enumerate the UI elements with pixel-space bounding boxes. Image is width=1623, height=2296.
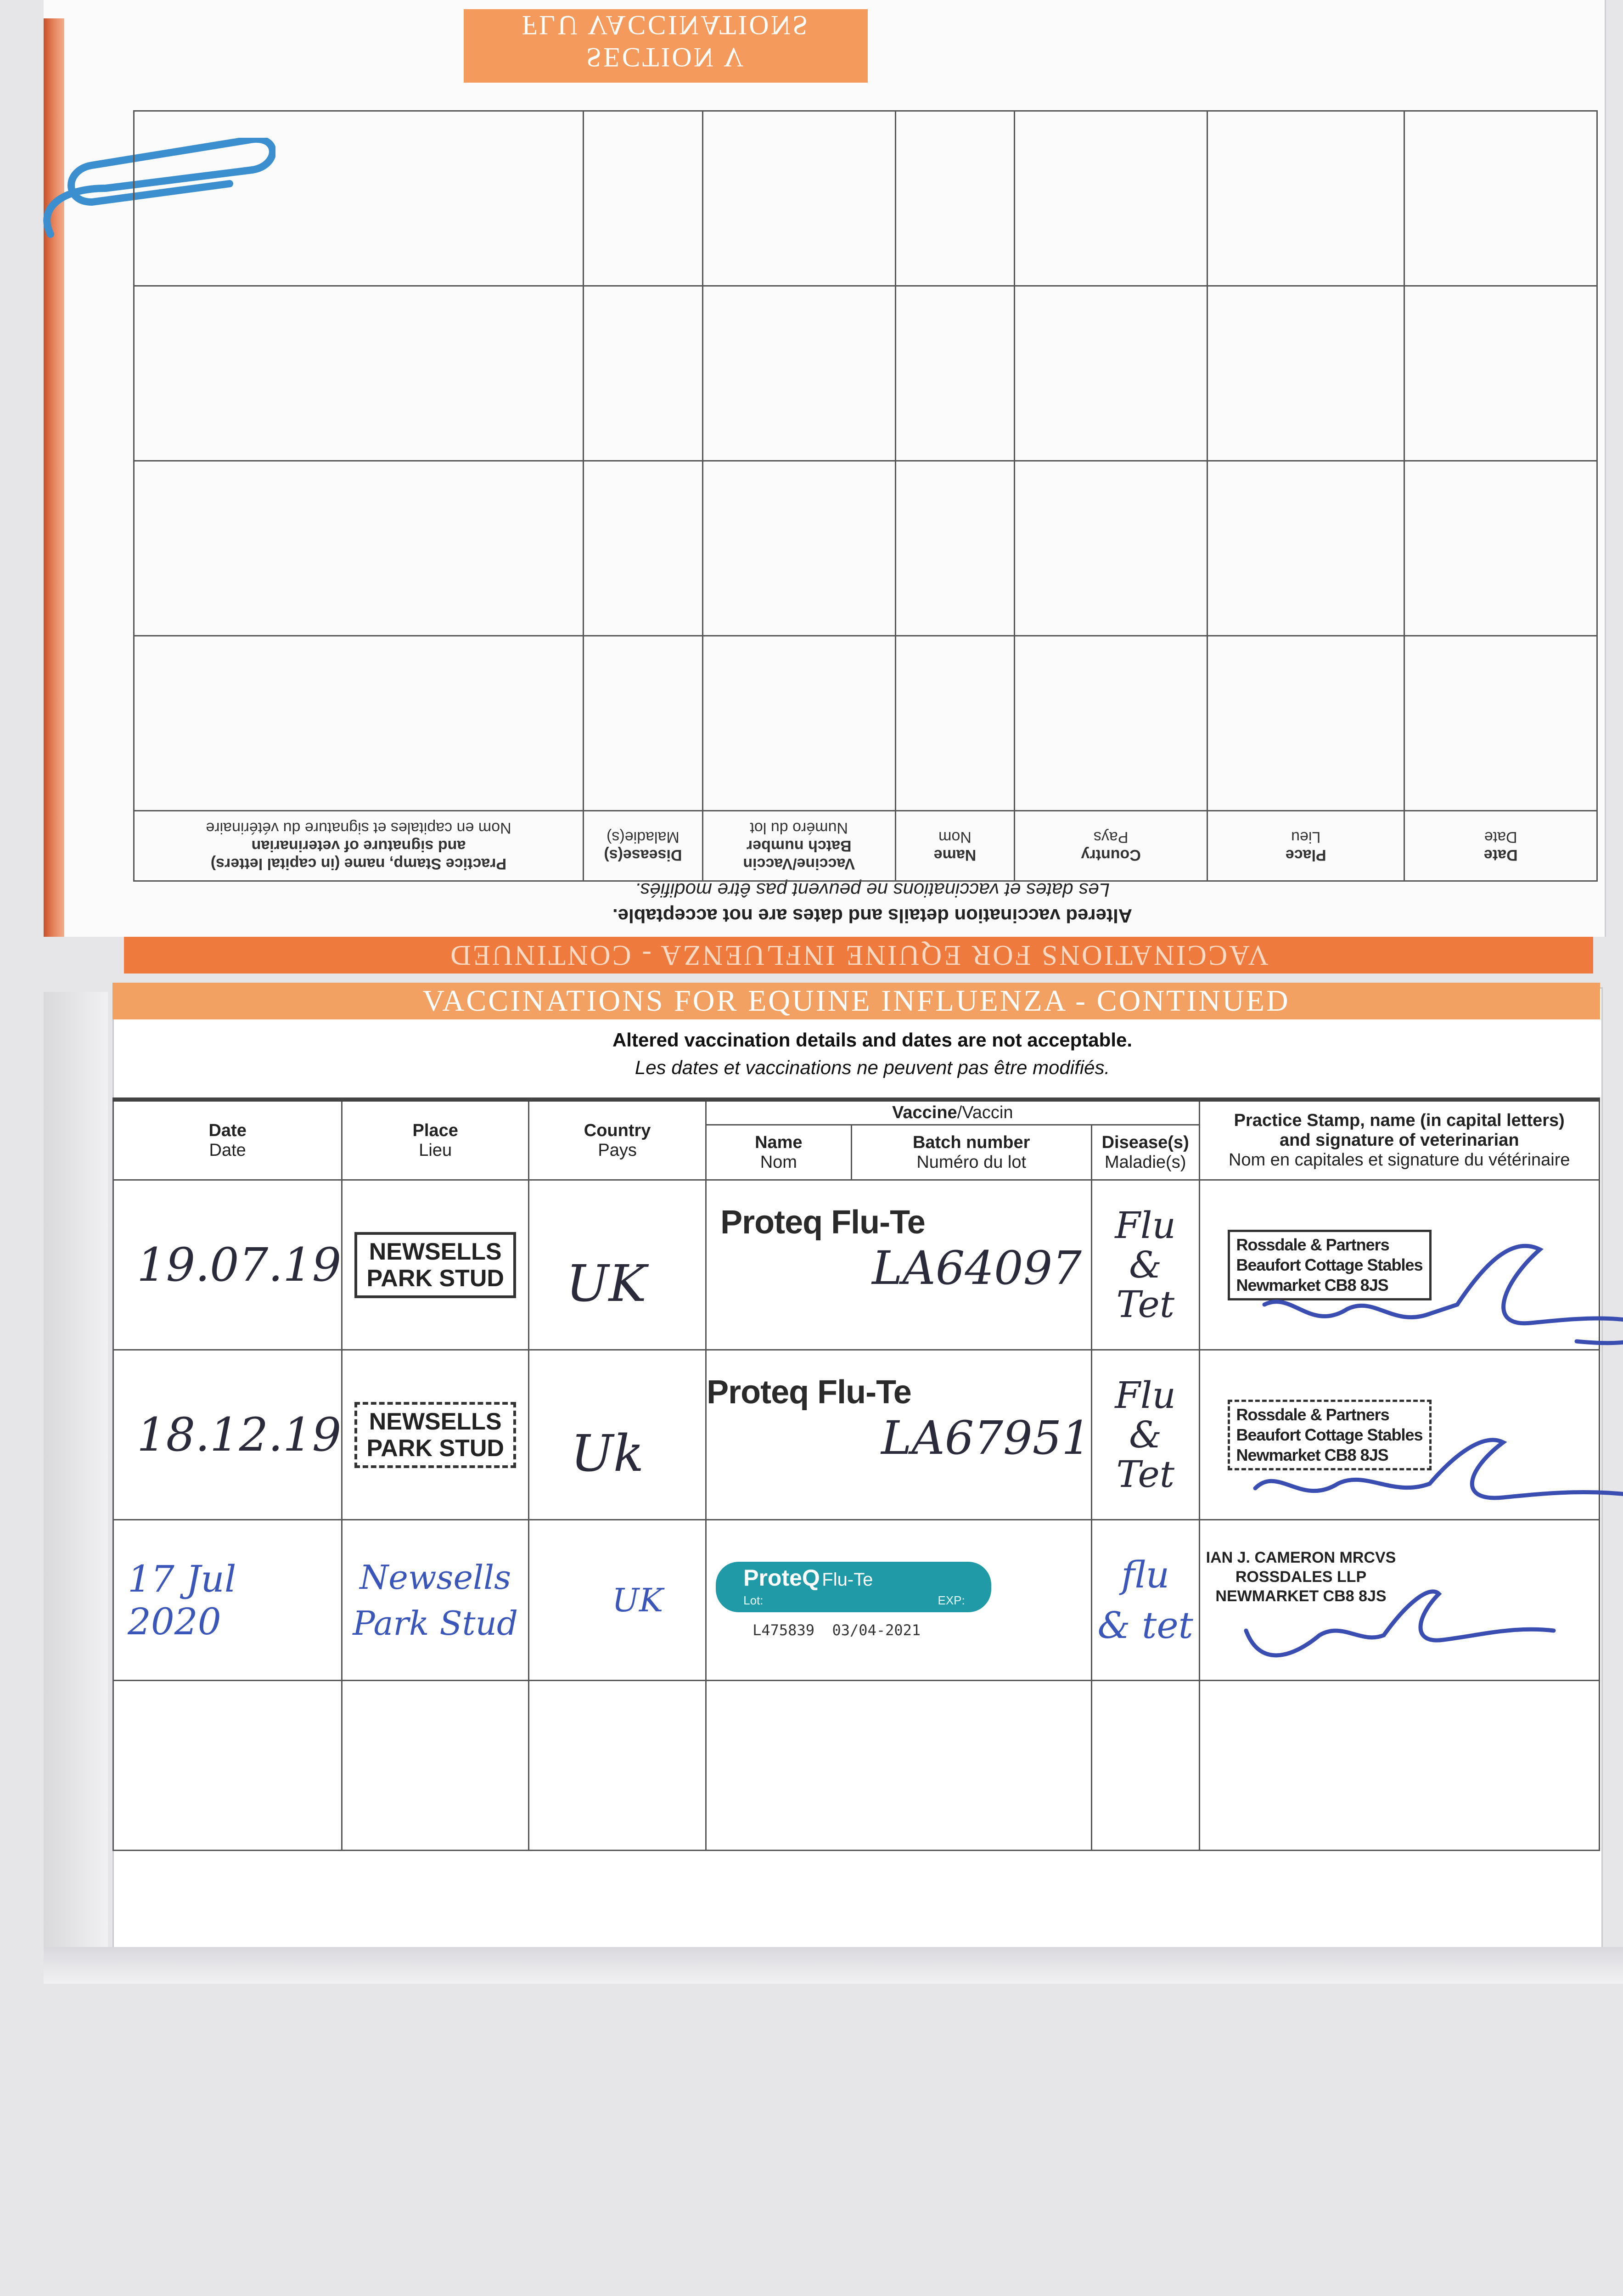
header-country: Country Pays	[529, 1100, 706, 1180]
row-disease: Flu & Tet	[1091, 1350, 1199, 1520]
row-vaccine	[706, 1180, 1092, 1350]
page-edge	[44, 992, 108, 1956]
header-date: Date Date	[113, 1100, 342, 1180]
row-disease: Flu & Tet	[1091, 1180, 1199, 1350]
table-row	[113, 1180, 1600, 1350]
upside-row	[134, 461, 1597, 636]
upside-row	[134, 111, 1597, 286]
sticker-exp: 03/04-2021	[832, 1621, 921, 1639]
place-stamp: NEWSELLS PARK STUD	[354, 1232, 516, 1298]
header-place: Place Lieu	[342, 1100, 529, 1180]
row-disease: flu & tet	[1091, 1520, 1199, 1681]
header-batch: Batch number Numéro du lot	[851, 1125, 1091, 1180]
notice-en: Altered vaccination details and dates are not acceptable.	[612, 1029, 1133, 1051]
upside-notice-fr: Les dates et vaccinations ne peuvent pas être modifiés.	[635, 879, 1110, 901]
section-band: VACCINATIONS FOR EQUINE INFLUENZA - CONTINUED	[112, 983, 1600, 1019]
table-row	[113, 1350, 1600, 1520]
upside-header-country: Country Pays	[1015, 811, 1207, 881]
header-stamp: Practice Stamp, name (in capital letters) and signature of veterinarian Nom en capitales et signature du vétérinaire	[1199, 1100, 1600, 1180]
section-tab	[464, 9, 868, 83]
signature-icon	[1246, 1415, 1623, 1516]
signature-icon	[1255, 1236, 1623, 1346]
row-vaccine	[706, 1520, 1092, 1681]
table-row	[113, 1681, 1600, 1851]
practice-stamp: IAN J. CAMERON MRCVS ROSSDALES LLP NEWMARKET CB8 8JS	[1206, 1549, 1396, 1605]
section-tab-line2: FLU VACCINATIONS	[522, 10, 810, 40]
upside-row	[134, 286, 1597, 461]
row-country: UK	[529, 1180, 706, 1350]
row-stamp	[1199, 1350, 1600, 1520]
row-date: 19.07.19	[113, 1180, 342, 1350]
upside-header-date: Date Date	[1404, 811, 1597, 881]
vaccine-sticker: ProteQ Flu-Te Lot: EXP:	[716, 1562, 991, 1612]
row-place: Newsells Park Stud	[342, 1520, 529, 1681]
row-place	[342, 1350, 529, 1520]
upside-header-disease: Disease(s) Maladie(s)	[583, 811, 702, 881]
header-vaccine: Vaccine/Vaccin	[706, 1100, 1199, 1125]
practice-stamp: Rossdale & Partners Beaufort Cottage Stables Newmarket CB8 8JS	[1228, 1230, 1432, 1300]
notice-fr: Les dates et vaccinations ne peuvent pas être modifiés.	[635, 1057, 1110, 1078]
batch-number: LA64097	[872, 1241, 1082, 1295]
upside-header-place: Place Lieu	[1207, 811, 1404, 881]
upside-notice	[413, 877, 1331, 929]
practice-stamp: Rossdale & Partners Beaufort Cottage Stables Newmarket CB8 8JS	[1228, 1400, 1432, 1470]
section-tab-line1: SECTION V	[586, 42, 746, 73]
upside-header-row	[134, 811, 1597, 881]
header-disease: Disease(s) Maladie(s)	[1091, 1125, 1199, 1180]
notice	[413, 1026, 1331, 1081]
header-row-1	[113, 1100, 1600, 1125]
upside-notice-en: Altered vaccination details and dates are not acceptable.	[612, 905, 1133, 927]
row-date: 18.12.19	[113, 1350, 342, 1520]
row-country: Uk	[529, 1350, 706, 1520]
upside-section-band: VACCINATIONS FOR EQUINE INFLUENZA - CONTINUED	[124, 937, 1593, 974]
row-date: 17 Jul 2020	[113, 1520, 342, 1681]
sticker-lot: L475839	[753, 1621, 814, 1639]
upside-header-batch: Vaccine/Vaccin Batch number Numéro du lot	[702, 811, 895, 881]
upside-header-name: Name Nom	[895, 811, 1015, 881]
row-place	[342, 1180, 529, 1350]
vaccine-label: Proteq Flu-Te	[707, 1374, 911, 1411]
signature-icon	[1237, 1566, 1558, 1667]
row-vaccine	[706, 1350, 1092, 1520]
row-stamp	[1199, 1520, 1600, 1681]
page-shadow	[44, 1947, 1623, 1984]
place-stamp: NEWSELLS PARK STUD	[354, 1402, 516, 1468]
vaccine-label: Proteq Flu-Te	[720, 1204, 925, 1241]
header-name: Name Nom	[706, 1125, 851, 1180]
row-stamp	[1199, 1180, 1600, 1350]
batch-number: LA67951	[881, 1411, 1091, 1465]
table-row	[113, 1520, 1600, 1681]
upside-row	[134, 636, 1597, 811]
row-country: UK	[529, 1520, 706, 1681]
upside-header-stamp: Practice Stamp, name (in capital letters) and signature of veterinarian Nom en capitales et signature du vétérinaire	[134, 811, 584, 881]
upside-vaccination-table	[133, 110, 1598, 882]
vaccination-table	[112, 1097, 1600, 1851]
